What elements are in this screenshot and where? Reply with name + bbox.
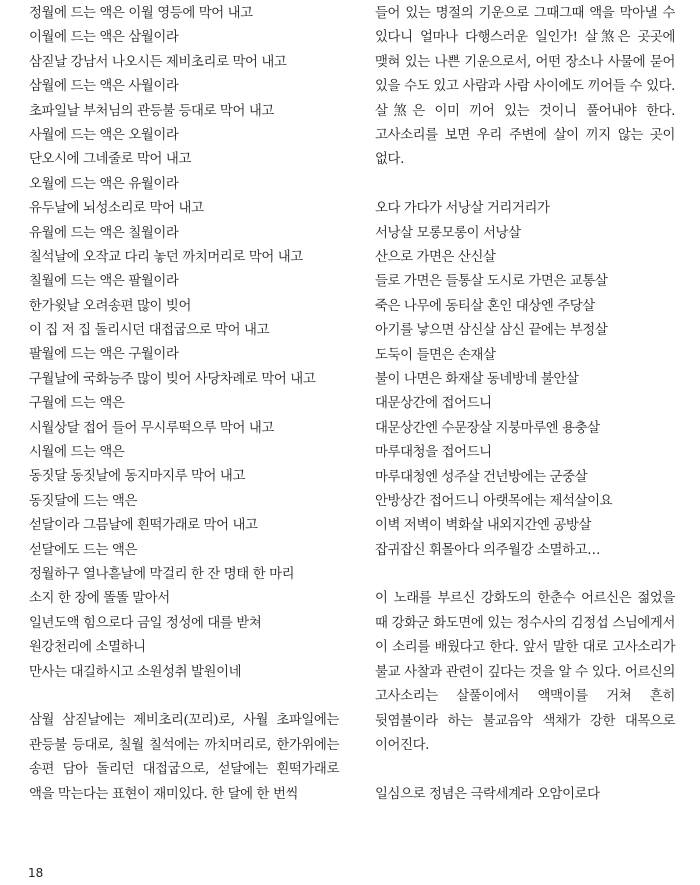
right-closing-line: 일심으로 정념은 극락세계라 오암이로다	[375, 786, 600, 802]
verse-line: 칠석날에 오작교 다리 놓던 까치머리로 막어 내고	[29, 249, 303, 265]
verse-line: 오월에 드는 액은 유월이라	[29, 176, 179, 192]
left-verse	[29, 2, 339, 685]
verse-line: 초파일날 부처님의 관등불 등대로 막어 내고	[29, 103, 274, 119]
verse-line: 동짓달에 드는 액은	[29, 493, 137, 509]
verse-line: 칠월에 드는 액은 팔월이라	[29, 274, 179, 290]
right-paragraph-1: 들어 있는 명절의 기운으로 그때그때 액을 막아낼 수 있다니 얼마나 다행스러운 일인가! 살煞은 곳곳에 맺혀 있는 나쁜 기운으로서, 어떤 장소나 사물에 묻어 있을 수도 있고 사람과 사람 사이에도 끼어들 수 있다. 살煞은 이미 끼어 있는 것이니 풀어내야 한다. 고사소리를 보면 우리 주변에 살이 끼지 않는 곳이 없다.	[375, 6, 675, 168]
right-paragraph-2: 이 노래를 부르신 강화도의 한춘수 어르신은 젊었을 때 강화군 화도면에 있는 정수사의 김정섭 스님에게서 이 소리를 배웠다고 한다. 앞서 말한 대로 고사소리가 불교 사찰과 관련이 깊다는 것을 알 수 있다. 어르신의 고사소리는 살풀이에서 액맥이를 거쳐 흔히 뒷염불이라 하는 불교음악 색채가 강한 대목으로 이어진다.	[375, 591, 675, 753]
verse-line: 마루대청을 접어드니	[375, 445, 492, 461]
verse-line: 들로 가면은 들통살 도시로 가면은 교통살	[375, 274, 608, 290]
verse-line: 이월에 드는 액은 삼월이라	[29, 30, 179, 46]
verse-line: 삼월에 드는 액은 사월이라	[29, 79, 179, 95]
verse-line: 정월에 드는 액은 이월 영등에 막어 내고	[29, 6, 253, 21]
verse-line: 이벽 저벽이 벽화살 내외지간엔 공방살	[375, 518, 591, 534]
verse-line: 안방상간 접어드니 아랫목에는 제석살이요	[375, 493, 613, 509]
verse-line: 산으로 가면은 산신살	[375, 250, 496, 266]
verse-line: 도둑이 들면은 손재살	[375, 347, 496, 363]
verse-line: 사월에 드는 액은 오월이라	[29, 127, 179, 143]
verse-line: 마루대청엔 성주살 건넌방에는 군중살	[375, 469, 588, 485]
verse-line: 만사는 대길하시고 소원성취 발원이네	[29, 664, 242, 680]
verse-line: 일년도액 힘으로다 금일 정성에 대를 받쳐	[29, 615, 262, 631]
verse-line: 삼짇날 강남서 나오시든 제비초리로 막어 내고	[29, 54, 287, 70]
left-column	[29, 2, 339, 807]
verse-line: 불이 나면은 화재살 동네방네 불안살	[375, 371, 579, 387]
verse-line: 죽은 나무에 동티살 혼인 대상엔 주당살	[375, 298, 595, 314]
spacer	[375, 758, 675, 782]
verse-line: 구월날에 국화능주 많이 빚어 사당차례로 막어 내고	[29, 371, 316, 387]
verse-line: 시월에 드는 액은	[29, 445, 125, 461]
spacer	[375, 173, 675, 197]
right-verse	[375, 197, 675, 563]
right-column	[375, 2, 675, 807]
verse-line: 서낭살 모롱모롱이 서낭살	[375, 225, 521, 241]
verse-line: 팔월에 드는 액은 구월이라	[29, 347, 179, 363]
verse-line: 대문상간에 접어드니	[375, 396, 492, 412]
verse-line: 원강천리에 소멸하니	[29, 640, 146, 656]
verse-line: 아기를 낳으면 삼신살 삼신 끝에는 부정살	[375, 323, 608, 339]
verse-line: 대문상간엔 수문장살 지붕마루엔 용충살	[375, 420, 600, 436]
spacer	[29, 685, 339, 709]
left-paragraph: 삼월 삼짇날에는 제비초리(꼬리)로, 사월 초파일에는 관등불 등대로, 칠월 칠석에는 까치머리로, 한가위에는 송편 담아 돌리던 대접굽으로, 섣달에는 흰떡가래로 액을 막는다는 표현이 재미있다. 한 달에 한 번씩	[29, 713, 339, 802]
spacer	[375, 563, 675, 587]
verse-line: 이 집 저 집 돌리시던 대접굽으로 막어 내고	[29, 323, 270, 339]
verse-line: 섣달이라 그믐날에 흰떡가래로 막어 내고	[29, 518, 258, 534]
verse-line: 시월상달 접어 들어 무시루떡으루 막어 내고	[29, 420, 274, 436]
verse-line: 섣달에도 드는 액은	[29, 542, 137, 558]
verse-line: 단오시에 그네줄로 막어 내고	[29, 152, 191, 168]
page-number: 18	[28, 866, 44, 880]
verse-line: 동짓달 동짓날에 동지마지루 막어 내고	[29, 469, 245, 485]
verse-line: 오다 가다가 서낭살 거리거리가	[375, 201, 550, 217]
verse-line: 소지 한 장에 똘똘 말아서	[29, 591, 170, 607]
verse-line: 유월에 드는 액은 칠월이라	[29, 225, 179, 241]
verse-line: 한가윗날 오려송편 많이 빚어	[29, 298, 191, 314]
verse-line: 잡귀잡신 휘몰아다 의주월강 소멸하고…	[375, 542, 601, 558]
verse-line: 정월하구 열나흗날에 막걸리 한 잔 명태 한 마리	[29, 566, 295, 582]
verse-line: 구월에 드는 액은	[29, 396, 125, 412]
verse-line: 유두날에 뇌성소리로 막어 내고	[29, 201, 204, 217]
